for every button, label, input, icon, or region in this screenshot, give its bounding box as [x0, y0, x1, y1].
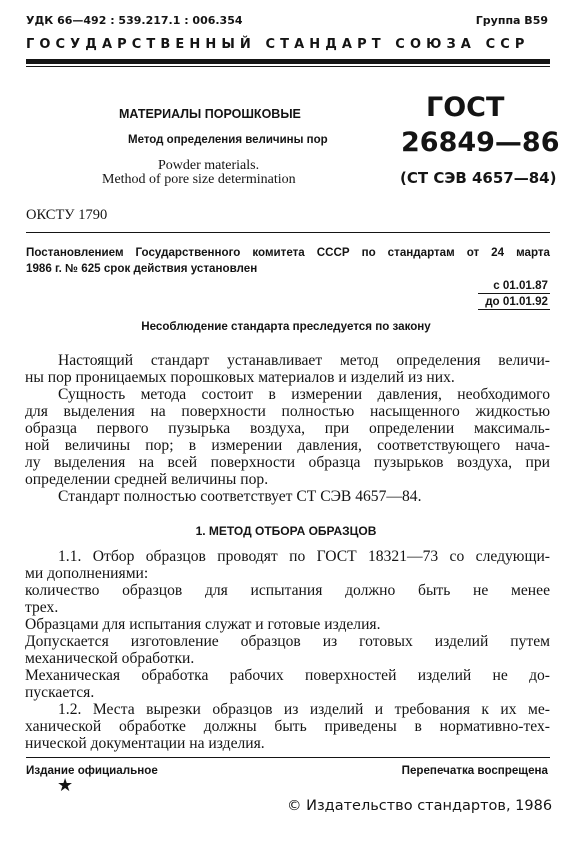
section-line: Образцами для испытания служат и готовые изделия.	[25, 616, 381, 633]
intro-line: лу выделения на всей поверхности образца пузырьков воздуха, при	[25, 454, 550, 471]
title-en-line1: Powder materials.	[158, 158, 260, 173]
intro-line: для выделения на поверхности полностью насыщенного жидкостью	[25, 403, 550, 420]
validity-rule	[478, 293, 550, 294]
intro-line: Стандарт полностью соответствует СТ СЭВ 4657—84.	[58, 488, 422, 505]
banner-rule-thick	[26, 59, 550, 64]
section-line: механической обработки.	[25, 650, 195, 667]
group-code: Группа В59	[475, 14, 548, 27]
intro-line: Настоящий стандарт устанавливает метод определения величи-	[58, 352, 550, 369]
banner-rule-thin	[26, 66, 550, 67]
validity-rule-bottom	[478, 309, 550, 310]
footer-divider	[26, 757, 550, 758]
gost-number: 26849—86	[401, 127, 560, 158]
validity-to: до 01.01.92	[485, 295, 548, 308]
validity-from: с 01.01.87	[493, 279, 548, 292]
section-line: количество образцов для испытания должно быть не менее	[25, 582, 550, 599]
title-ru-main: МАТЕРИАЛЫ ПОРОШКОВЫЕ	[119, 107, 301, 121]
section-line: 1.1. Отбор образцов проводят по ГОСТ 18321—73 со следующи-	[58, 548, 550, 565]
intro-line: ной величины пор; в измерении давления, соответствующего нача-	[25, 437, 550, 454]
copyright-notice: © Издательство стандартов, 1986	[287, 798, 553, 814]
section-line: пускается.	[25, 684, 95, 701]
state-standard-banner: ГОСУДАРСТВЕННЫЙ СТАНДАРТ СОЮЗА ССР	[26, 37, 530, 52]
official-edition: Издание официальное	[26, 764, 158, 777]
section-line: трех.	[25, 599, 59, 616]
section-heading: 1. МЕТОД ОТБОРА ОБРАЗЦОВ	[195, 524, 377, 538]
st-sev-reference: (СТ СЭВ 4657—84)	[400, 169, 557, 187]
section-line: ханической обработке должны быть приведены в нормативно-тех-	[25, 718, 550, 735]
section-line: Механическая обработка рабочих поверхностей изделий не до-	[25, 667, 550, 684]
section-line: 1.2. Места вырезки образцов из изделий и требования к их ме-	[58, 701, 550, 718]
title-en-line2: Method of pore size determination	[102, 172, 296, 187]
star-icon: ★	[57, 775, 74, 796]
decree-line-1: Постановлением Государственного комитета СССР по стандартам от 24 марта	[26, 246, 550, 259]
okstu-code: ОКСТУ 1790	[26, 207, 108, 223]
intro-line: образца первого пузырька воздуха, при определении максималь-	[25, 420, 550, 437]
gost-label: ГОСТ	[426, 92, 505, 123]
intro-line: определении средней величины пор.	[25, 471, 269, 488]
section-line: Допускается изготовление образцов из готовых изделий путем	[25, 633, 550, 650]
decree-line-2: 1986 г. № 625 срок действия установлен	[26, 262, 258, 275]
title-ru-sub: Метод определения величины пор	[128, 134, 328, 146]
section-line: ми дополнениями:	[25, 565, 149, 582]
udk-code: УДК 66—492 : 539.217.1 : 006.354	[26, 14, 243, 27]
title-divider	[26, 232, 550, 233]
reprint-prohibited: Перепечатка воспрещена	[401, 764, 548, 777]
intro-line: Сущность метода состоит в измерении давления, необходимого	[58, 386, 550, 403]
intro-line: ны пор проницаемых порошковых материалов и изделий из них.	[25, 369, 455, 386]
legal-warning: Несоблюдение стандарта преследуется по закону	[141, 320, 431, 333]
section-line: нической документации на изделия.	[25, 735, 265, 752]
